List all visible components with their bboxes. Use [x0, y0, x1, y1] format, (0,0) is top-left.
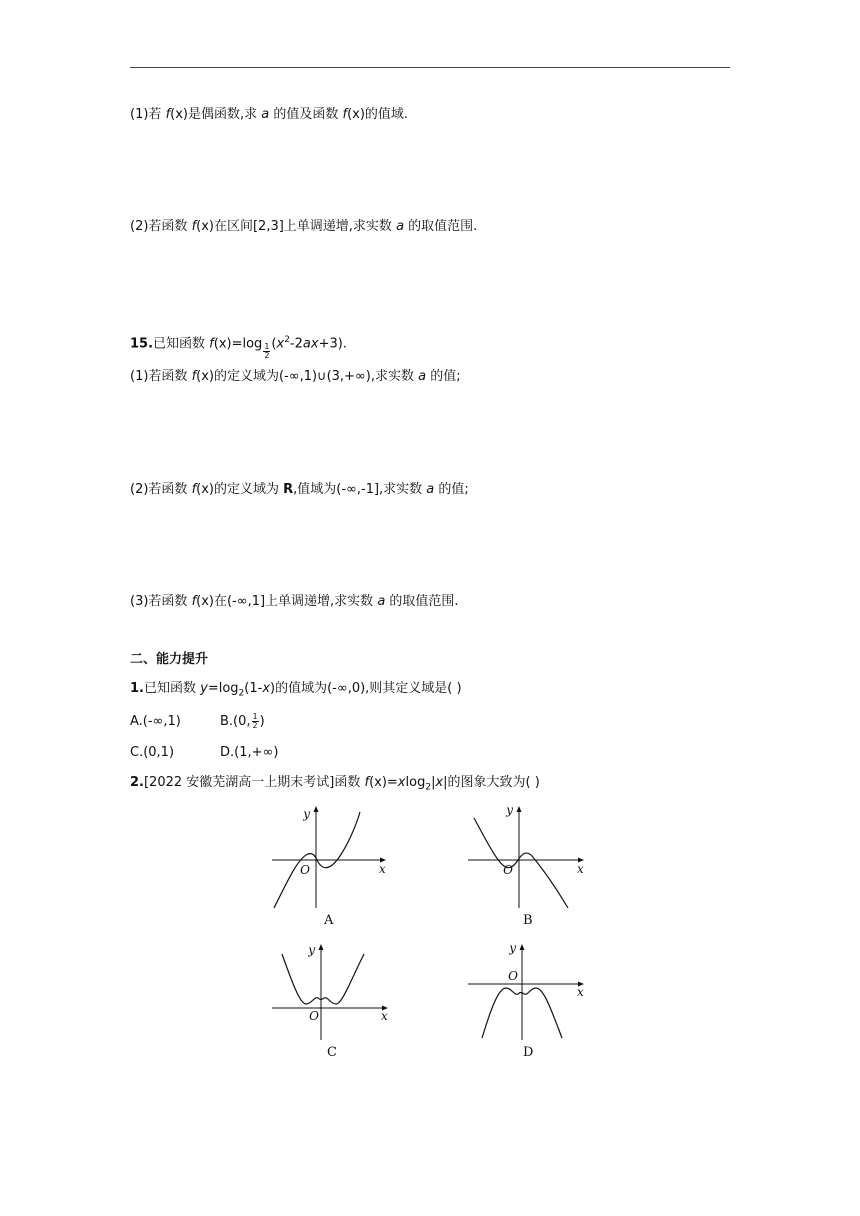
text: 在区间[2,3]上单调递增,求实数 [213, 219, 397, 234]
graph-label-a: A [324, 913, 334, 928]
text: (x) [196, 482, 214, 497]
text: =log [207, 681, 239, 696]
question-number: 1. [130, 681, 144, 696]
text: x [276, 336, 285, 352]
text: f [364, 775, 370, 790]
curve [282, 954, 364, 1004]
text: 的定义域为(-∞,1)∪(3,+∞),求实数 [213, 369, 419, 384]
x-axis-label: x [381, 1009, 388, 1023]
graph-c-svg [268, 938, 398, 1042]
y-axis-label: y [303, 807, 310, 821]
origin-label: O [309, 1009, 319, 1023]
p1-options-row2 [130, 744, 278, 762]
text: (x) [347, 107, 365, 122]
q15-stem [130, 331, 347, 361]
q15-part3 [130, 593, 459, 611]
text: a [418, 369, 427, 384]
x-axis-label: x [577, 862, 584, 876]
text: [2022 安徽芜湖高一上期末考试]函数 [143, 775, 365, 790]
text: B.(0, [220, 714, 251, 729]
text: ax [302, 336, 319, 352]
text: (x) [196, 369, 214, 384]
fraction-denominator: 2 [252, 721, 258, 730]
q15-part2 [130, 481, 469, 499]
log-base-fraction [263, 343, 270, 360]
text: |的图象大致为( ) [443, 775, 540, 790]
y-axis-label: y [509, 941, 516, 955]
section-title: 二、能力提升 [130, 652, 209, 667]
origin-label: O [300, 863, 310, 877]
text: f [342, 107, 348, 122]
p2-stem [130, 774, 540, 797]
fraction-denominator: 2 [264, 351, 270, 361]
text: a [396, 219, 405, 234]
y-axis-arrow [517, 806, 522, 812]
text: 的取值范围. [385, 594, 459, 609]
text: =log [231, 336, 263, 352]
fraction-numerator: 1 [252, 712, 258, 721]
q13-part1 [130, 106, 408, 124]
text: )的值域为(-∞,0),则其定义域是( ) [270, 681, 462, 696]
text: ( [271, 336, 277, 352]
y-axis-label: y [506, 803, 513, 817]
text: f [191, 369, 197, 384]
text: 的定义域为 [213, 482, 284, 497]
graph-b-svg [464, 800, 594, 912]
text: (3)若函数 [130, 594, 192, 609]
y-axis-arrow [520, 944, 525, 950]
text: a [377, 594, 386, 609]
graph-label-c: C [327, 1045, 337, 1060]
exponent: 2 [284, 335, 290, 345]
graph-label-d: D [523, 1045, 534, 1060]
text: +3). [318, 336, 347, 352]
text: f [191, 594, 197, 609]
graph-a-svg [268, 800, 398, 912]
option-d[interactable]: D.(1,+∞) [220, 745, 279, 760]
text: f [191, 219, 197, 234]
fraction [252, 713, 259, 730]
text: ) [259, 714, 265, 729]
text: (x)= [369, 775, 398, 790]
text: 的取值范围. [404, 219, 478, 234]
text: 是偶函数,求 [187, 107, 262, 122]
header-rule [130, 67, 730, 68]
text: log [405, 775, 426, 790]
text: 已知函数 [143, 681, 201, 696]
q13-part2 [130, 218, 477, 236]
text: x [397, 775, 406, 790]
text: f [209, 336, 214, 352]
x-axis-label: x [577, 985, 584, 999]
text: -2 [289, 336, 303, 352]
question-number: 15. [130, 336, 154, 352]
text: (x) [196, 219, 214, 234]
subscript: 2 [425, 782, 432, 793]
y-axis-label: y [308, 943, 315, 957]
graph-option-a[interactable] [268, 800, 398, 928]
text: (1- [244, 681, 263, 696]
text: x [262, 681, 271, 696]
text: ,值域为(-∞,-1],求实数 [293, 482, 427, 497]
text: (2)若函数 [130, 219, 192, 234]
text: x [435, 775, 444, 790]
text: f [165, 107, 171, 122]
graph-d-svg [464, 938, 594, 1042]
graph-option-c[interactable] [268, 938, 398, 1060]
text: (x) [170, 107, 188, 122]
option-b[interactable] [220, 713, 265, 731]
text: (x) [196, 594, 214, 609]
text: 的值域. [364, 107, 409, 122]
text: a [426, 482, 435, 497]
text: 的值; [434, 482, 469, 497]
origin-label: O [508, 969, 518, 983]
text: (1)若 [130, 107, 166, 122]
text: y [200, 681, 208, 696]
graph-option-d[interactable] [464, 938, 594, 1060]
text: R [283, 482, 294, 497]
text: 已知函数 [153, 336, 210, 352]
curve [474, 818, 568, 908]
text: (2)若函数 [130, 482, 192, 497]
origin-label: O [503, 863, 513, 877]
text: 的值及函数 [269, 107, 343, 122]
text: 在(-∞,1]上单调递增,求实数 [213, 594, 378, 609]
question-number: 2. [130, 775, 144, 790]
text: (1)若函数 [130, 369, 192, 384]
subscript: 2 [238, 688, 245, 699]
y-axis-arrow [314, 806, 319, 812]
x-axis-label: x [379, 862, 386, 876]
p1-options-row1 [130, 713, 265, 731]
fraction-numerator: 1 [264, 342, 270, 352]
text: f [191, 482, 197, 497]
text: (x) [213, 336, 232, 352]
text: a [261, 107, 270, 122]
text: 的值; [426, 369, 461, 384]
y-axis-arrow [319, 944, 324, 950]
q15-part1 [130, 368, 461, 386]
p1-stem [130, 680, 462, 703]
option-a[interactable]: A.(-∞,1) [130, 714, 181, 729]
graph-label-b: B [523, 913, 533, 928]
option-c[interactable]: C.(0,1) [130, 745, 175, 760]
text: | [431, 775, 436, 790]
graph-option-b[interactable] [464, 800, 594, 928]
